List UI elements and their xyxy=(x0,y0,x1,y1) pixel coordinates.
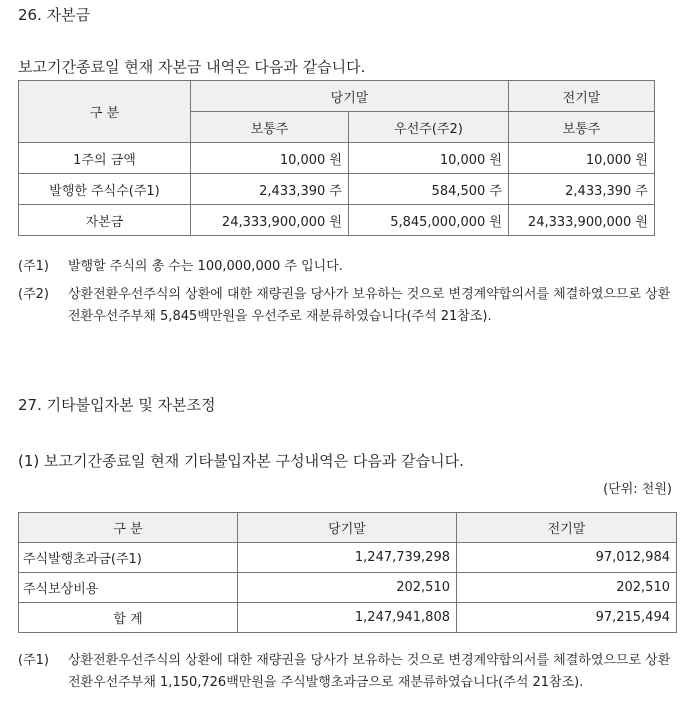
cell-value: 10,000 원 xyxy=(191,143,349,174)
cell-value: 10,000 원 xyxy=(509,143,655,174)
footnote xyxy=(18,284,678,328)
cell-value: 1,247,739,298 xyxy=(238,543,457,573)
table-row xyxy=(19,143,655,174)
footnote xyxy=(18,256,678,278)
header-prior: 전기말 xyxy=(457,513,677,543)
header-current-preferred: 우선주(주2) xyxy=(349,112,509,143)
section-26-intro: 보고기간종료일 현재 자본금 내역은 다음과 같습니다. xyxy=(18,58,366,76)
other-capital-table xyxy=(18,512,677,633)
row-label: 주식보상비용 xyxy=(19,573,238,603)
row-label: 발행한 주식수(주1) xyxy=(19,174,191,205)
footnote-tag: (주2) xyxy=(18,287,49,302)
section-27-heading: 27. 기타불입자본 및 자본조정 xyxy=(18,396,216,414)
footnote-text: 상환전환우선주식의 상환에 대한 재량권을 당사가 보유하는 것으로 변경계약합의서를 체결하였으므로 상환전환우선주부채 1,150,726백만원을 주식발행초과금으로 재분류하였습니다(주석 21참조). xyxy=(68,653,671,690)
row-label: 주식발행초과금(주1) xyxy=(19,543,238,573)
footnote xyxy=(18,650,678,694)
section-27-intro: (1) 보고기간종료일 현재 기타불입자본 구성내역은 다음과 같습니다. xyxy=(18,452,464,470)
unit-label: (단위: 천원) xyxy=(603,482,672,497)
cell-value: 24,333,900,000 원 xyxy=(191,205,349,236)
section-26-notes xyxy=(18,256,678,328)
header-prior-common: 보통주 xyxy=(509,112,655,143)
header-prior: 전기말 xyxy=(509,81,655,112)
cell-value: 202,510 xyxy=(457,573,677,603)
header-current-common: 보통주 xyxy=(191,112,349,143)
section-27-notes xyxy=(18,650,678,694)
row-label: 자본금 xyxy=(19,205,191,236)
table-row xyxy=(19,174,655,205)
cell-value: 584,500 주 xyxy=(349,174,509,205)
row-label: 1주의 금액 xyxy=(19,143,191,174)
footnote-tag: (주1) xyxy=(18,653,49,668)
table-row xyxy=(19,573,677,603)
cell-value: 24,333,900,000 원 xyxy=(509,205,655,236)
table-row xyxy=(19,205,655,236)
header-category: 구 분 xyxy=(19,513,238,543)
header-current: 당기말 xyxy=(238,513,457,543)
cell-value: 202,510 xyxy=(238,573,457,603)
footnote-text: 상환전환우선주식의 상환에 대한 재량권을 당사가 보유하는 것으로 변경계약합의서를 체결하였으므로 상환전환우선주부채 5,845백만원을 우선주로 재분류하였습니다(주석 21참조). xyxy=(68,287,671,324)
header-category: 구 분 xyxy=(19,81,191,143)
total-value: 1,247,941,808 xyxy=(238,603,457,633)
cell-value: 2,433,390 주 xyxy=(191,174,349,205)
capital-table xyxy=(18,80,655,236)
footnote-tag: (주1) xyxy=(18,259,49,274)
total-label: 합 계 xyxy=(19,603,238,633)
cell-value: 10,000 원 xyxy=(349,143,509,174)
table-row-total xyxy=(19,603,677,633)
section-26-heading: 26. 자본금 xyxy=(18,6,91,24)
table-row xyxy=(19,543,677,573)
total-value: 97,215,494 xyxy=(457,603,677,633)
cell-value: 5,845,000,000 원 xyxy=(349,205,509,236)
cell-value: 97,012,984 xyxy=(457,543,677,573)
header-current: 당기말 xyxy=(191,81,509,112)
footnote-text: 발행할 주식의 총 수는 100,000,000 주 입니다. xyxy=(68,259,343,274)
cell-value: 2,433,390 주 xyxy=(509,174,655,205)
